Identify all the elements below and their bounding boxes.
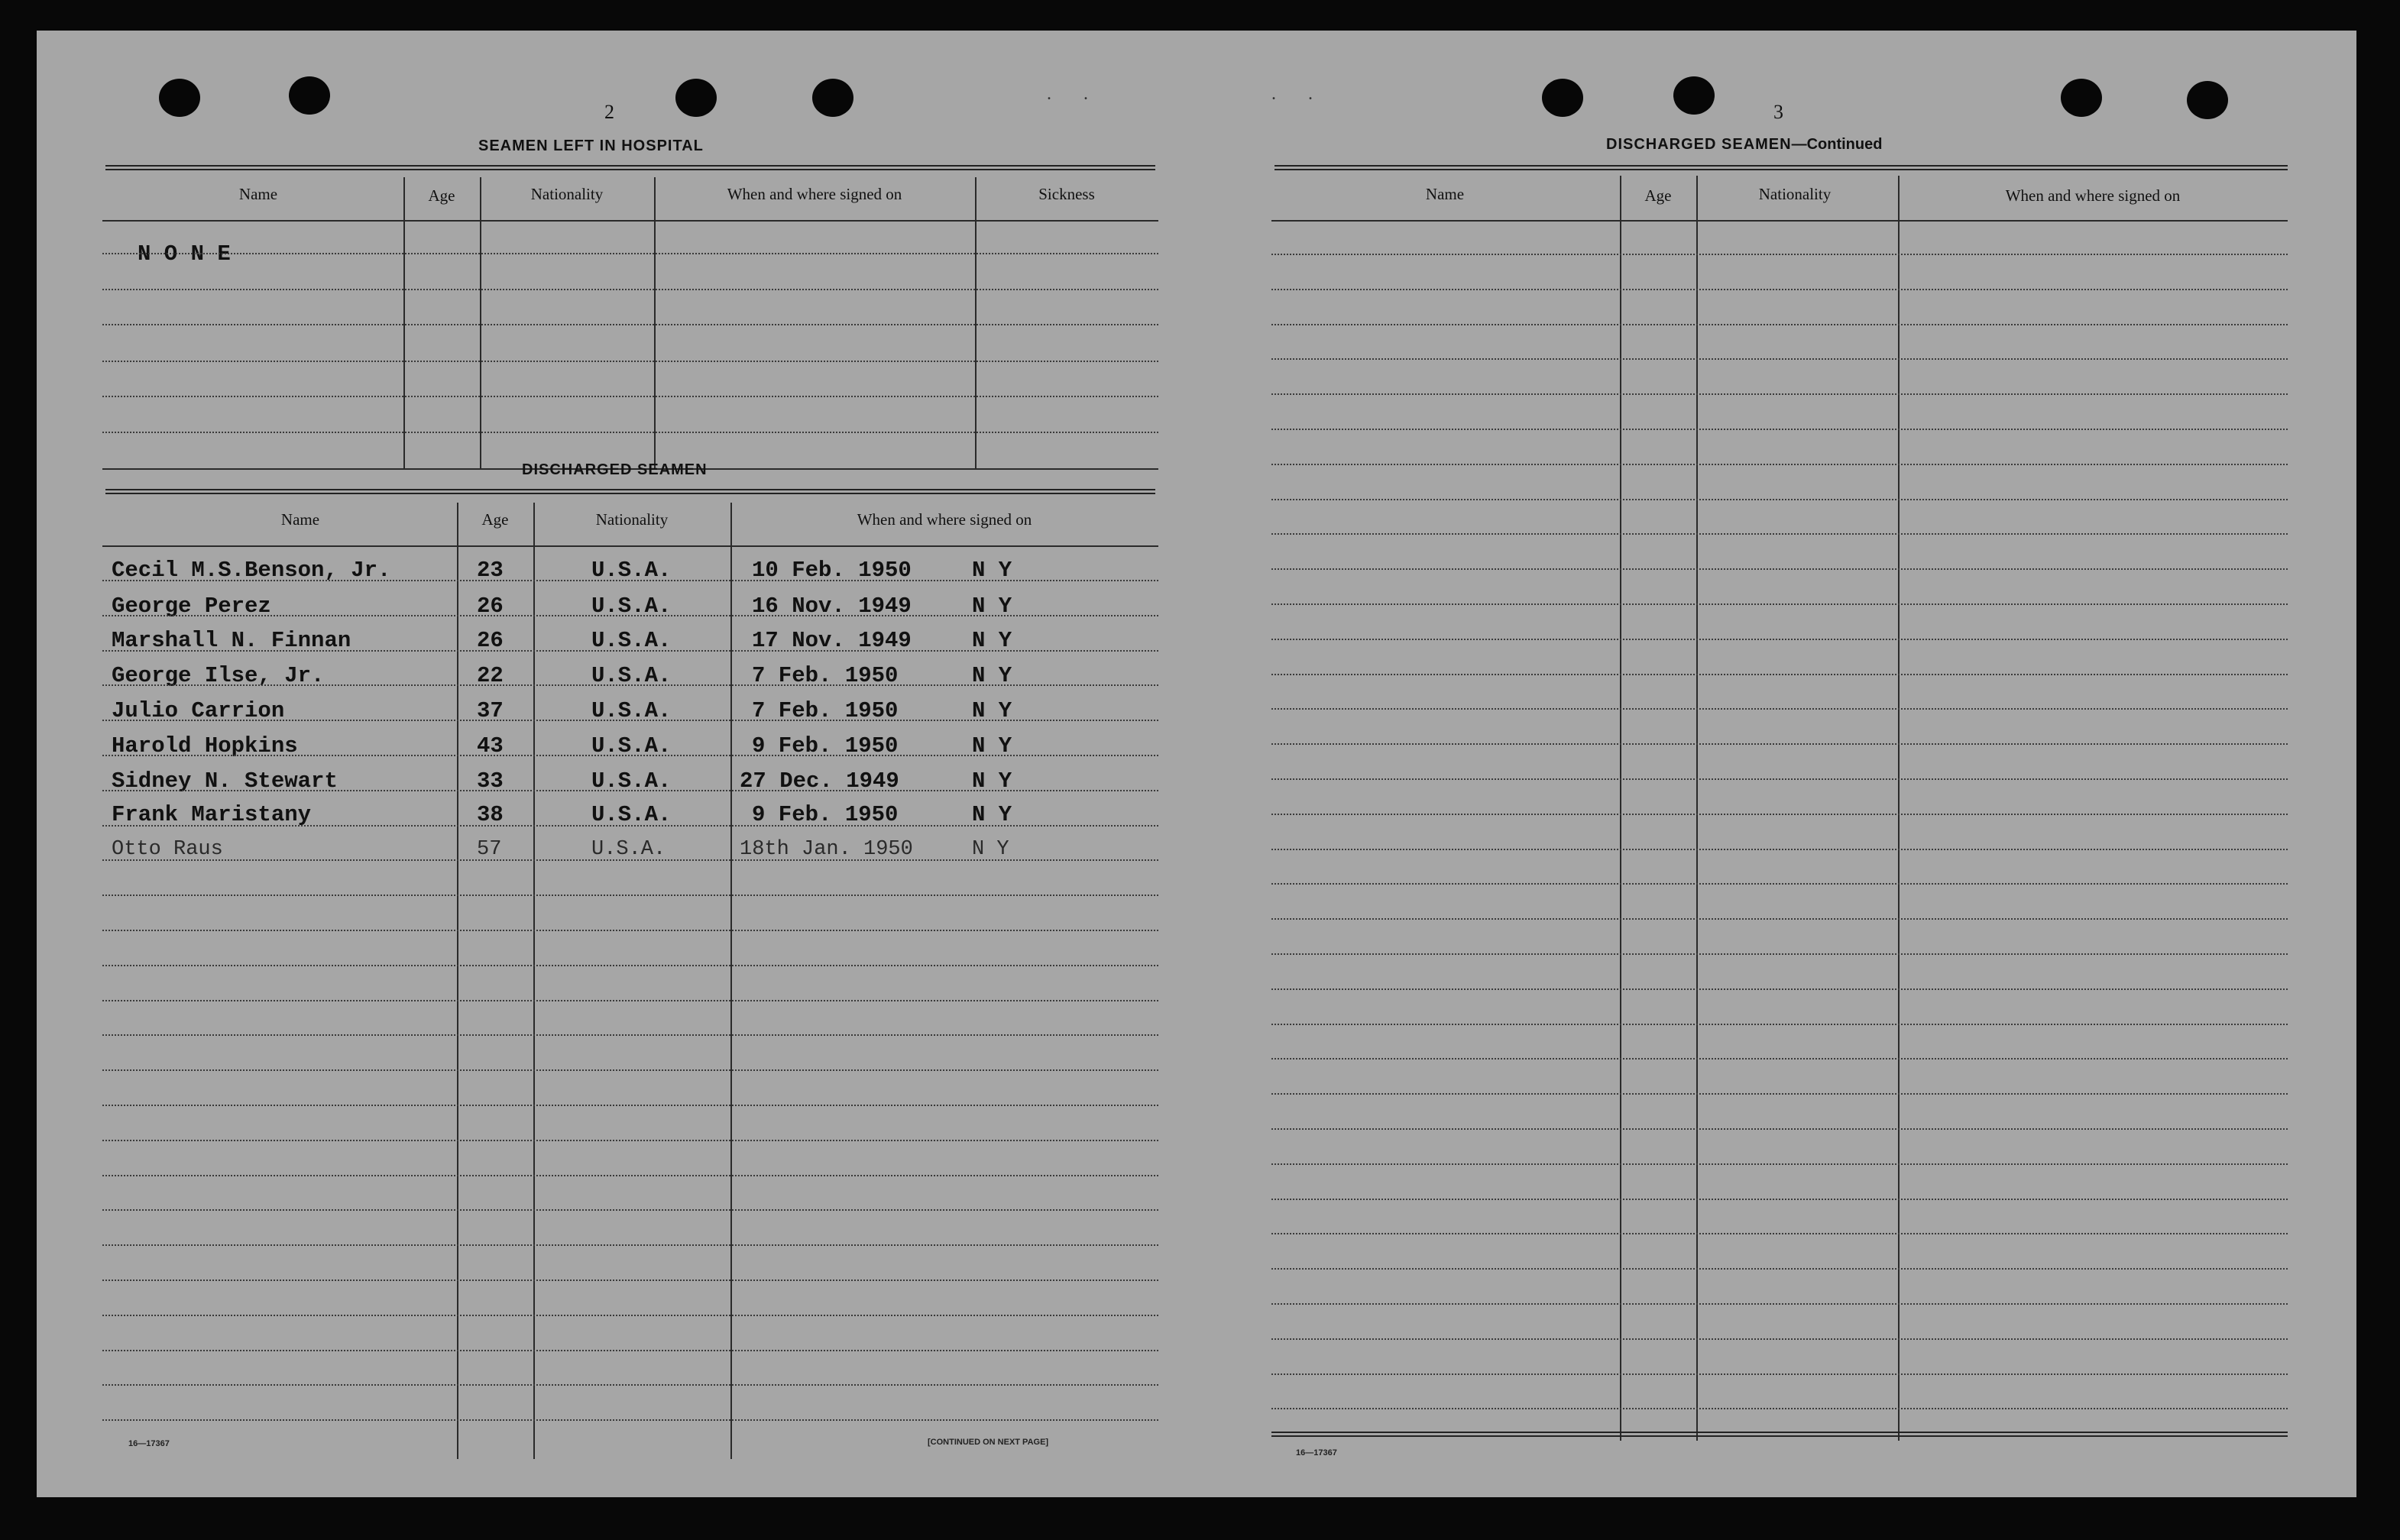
name-cell: George Ilse, Jr.	[112, 663, 325, 688]
date-cell: 10 Feb. 1950	[752, 558, 912, 583]
age-cell: 38	[477, 802, 504, 827]
row-rule	[1271, 988, 2288, 990]
age-cell: 22	[477, 663, 504, 688]
row-rule	[102, 1244, 1158, 1246]
bottom-rule	[1271, 1432, 2288, 1437]
row-rule	[1271, 1093, 2288, 1095]
row-rule	[1271, 708, 2288, 710]
row-rule	[102, 755, 1158, 756]
nationality-cell: U.S.A.	[591, 558, 672, 583]
row-rule	[102, 580, 1158, 581]
row-rule	[102, 1175, 1158, 1176]
row-rule	[1271, 533, 2288, 535]
date-cell: 17 Nov. 1949	[752, 628, 912, 653]
title-rule	[1274, 165, 2288, 170]
row-rule	[102, 615, 1158, 616]
date-cell: 9 Feb. 1950	[752, 733, 899, 759]
row-rule	[102, 289, 1158, 290]
manifest-sheet	[37, 31, 2356, 1497]
page-mark: . .	[1271, 84, 1313, 104]
form-number: 16—17367	[1296, 1448, 1337, 1458]
col-divider	[1898, 176, 1900, 1441]
hospital-entry: N O N E	[138, 241, 231, 267]
row-rule	[1271, 1128, 2288, 1130]
discharged-title: DISCHARGED SEAMEN	[522, 461, 708, 478]
date-cell: 9 Feb. 1950	[752, 802, 899, 827]
col-header-age: Age	[1644, 186, 1672, 205]
col-divider	[1620, 176, 1621, 1441]
row-rule	[102, 895, 1158, 896]
col-header-when-where: When and where signed on	[2005, 186, 2181, 205]
col-header-age: Age	[481, 510, 509, 529]
row-rule	[1271, 849, 2288, 850]
row-rule	[1271, 674, 2288, 675]
row-rule	[1271, 778, 2288, 780]
row-rule	[1271, 393, 2288, 395]
row-rule	[102, 1069, 1158, 1071]
row-rule	[1271, 1268, 2288, 1270]
row-rule	[1271, 918, 2288, 920]
col-divider	[975, 177, 977, 469]
place-cell: N Y	[972, 558, 1012, 583]
row-rule	[102, 930, 1158, 931]
col-divider	[654, 177, 656, 469]
header-rule	[1271, 220, 2288, 222]
col-header-name: Name	[238, 185, 278, 203]
row-rule	[102, 1350, 1158, 1351]
col-header-nationality: Nationality	[530, 185, 604, 203]
age-cell: 33	[477, 768, 504, 794]
nationality-cell: U.S.A.	[591, 628, 672, 653]
date-cell: 18th Jan. 1950	[740, 838, 913, 861]
row-rule	[102, 1000, 1158, 1001]
col-header-name: Name	[1425, 185, 1465, 203]
col-header-nationality: Nationality	[595, 510, 669, 529]
row-rule	[102, 790, 1158, 791]
nationality-cell: U.S.A.	[591, 698, 672, 723]
left-page	[37, 31, 1198, 1497]
place-cell: N Y	[972, 838, 1009, 861]
row-rule	[102, 1034, 1158, 1036]
nationality-cell: U.S.A.	[591, 733, 672, 759]
nationality-cell: U.S.A.	[591, 594, 672, 619]
title-rule	[105, 489, 1155, 494]
place-cell: N Y	[972, 802, 1012, 827]
col-header-nationality: Nationality	[1758, 185, 1832, 203]
name-cell: Cecil M.S.Benson, Jr.	[112, 558, 391, 583]
row-rule	[1271, 603, 2288, 605]
name-cell: Julio Carrion	[112, 698, 285, 723]
date-cell: 7 Feb. 1950	[752, 663, 899, 688]
row-rule	[102, 825, 1158, 827]
age-cell: 23	[477, 558, 504, 583]
name-cell: Otto Raus	[112, 838, 223, 861]
age-cell: 26	[477, 628, 504, 653]
row-rule	[1271, 1373, 2288, 1375]
row-rule	[1271, 1163, 2288, 1165]
date-cell: 7 Feb. 1950	[752, 698, 899, 723]
name-cell: George Perez	[112, 594, 271, 619]
place-cell: N Y	[972, 594, 1012, 619]
row-rule	[102, 1315, 1158, 1316]
row-rule	[102, 324, 1158, 325]
row-rule	[1271, 289, 2288, 290]
title-suffix: —Continued	[1791, 136, 1883, 153]
place-cell: N Y	[972, 663, 1012, 688]
row-rule	[1271, 568, 2288, 570]
row-rule	[1271, 1199, 2288, 1200]
row-rule	[1271, 1024, 2288, 1025]
row-rule	[102, 1384, 1158, 1386]
page-number: 3	[1773, 101, 1783, 123]
nationality-cell: U.S.A.	[591, 802, 672, 827]
row-rule	[1271, 639, 2288, 640]
row-rule	[1271, 743, 2288, 745]
col-divider	[1696, 176, 1698, 1441]
row-rule	[102, 720, 1158, 721]
row-rule	[1271, 883, 2288, 885]
row-rule	[102, 361, 1158, 362]
title-text: DISCHARGED SEAMEN	[1606, 136, 1792, 153]
row-rule	[102, 1280, 1158, 1281]
row-rule	[1271, 499, 2288, 500]
name-cell: Sidney N. Stewart	[112, 768, 338, 794]
col-header-sickness: Sickness	[1038, 185, 1095, 203]
row-rule	[102, 396, 1158, 397]
row-rule	[102, 253, 1158, 254]
place-cell: N Y	[972, 698, 1012, 723]
row-rule	[102, 684, 1158, 686]
date-cell: 16 Nov. 1949	[752, 594, 912, 619]
row-rule	[1271, 1233, 2288, 1234]
row-rule	[1271, 324, 2288, 325]
form-number: 16—17367	[128, 1439, 170, 1448]
nationality-cell: U.S.A.	[591, 768, 672, 794]
row-rule	[1271, 358, 2288, 360]
row-rule	[1271, 953, 2288, 955]
row-rule	[102, 650, 1158, 652]
header-rule	[102, 220, 1158, 222]
nationality-cell: U.S.A.	[591, 838, 666, 861]
row-rule	[102, 859, 1158, 861]
age-cell: 57	[477, 838, 502, 861]
name-cell: Marshall N. Finnan	[112, 628, 351, 653]
col-divider	[480, 177, 481, 469]
age-cell: 37	[477, 698, 504, 723]
col-header-name: Name	[280, 510, 320, 529]
discharged-continued-title	[1606, 136, 1882, 154]
page-number: 2	[604, 101, 614, 123]
col-header-when-where: When and where signed on	[727, 185, 902, 203]
hospital-title: SEAMEN LEFT IN HOSPITAL	[478, 138, 704, 154]
row-rule	[1271, 1303, 2288, 1305]
place-cell: N Y	[972, 628, 1012, 653]
page-mark: . .	[1047, 84, 1088, 104]
header-rule	[102, 545, 1158, 547]
continued-note: [CONTINUED ON NEXT PAGE]	[928, 1438, 1049, 1447]
row-rule	[1271, 1408, 2288, 1409]
row-rule	[1271, 1338, 2288, 1340]
right-page	[1198, 31, 2356, 1497]
row-rule	[1271, 814, 2288, 815]
row-rule	[102, 432, 1158, 433]
row-rule	[102, 1419, 1158, 1421]
row-rule	[102, 1209, 1158, 1211]
nationality-cell: U.S.A.	[591, 663, 672, 688]
name-cell: Frank Maristany	[112, 802, 312, 827]
age-cell: 26	[477, 594, 504, 619]
row-rule	[102, 1140, 1158, 1141]
place-cell: N Y	[972, 733, 1012, 759]
row-rule	[102, 965, 1158, 966]
title-rule	[105, 165, 1155, 170]
date-cell: 27 Dec. 1949	[740, 768, 899, 794]
col-header-when-where: When and where signed on	[857, 510, 1032, 529]
row-rule	[1271, 1058, 2288, 1060]
col-divider	[403, 177, 405, 469]
row-rule	[1271, 429, 2288, 430]
col-header-age: Age	[428, 186, 455, 205]
age-cell: 43	[477, 733, 504, 759]
row-rule	[1271, 254, 2288, 255]
row-rule	[1271, 464, 2288, 465]
row-rule	[102, 1105, 1158, 1106]
name-cell: Harold Hopkins	[112, 733, 298, 759]
place-cell: N Y	[972, 768, 1012, 794]
